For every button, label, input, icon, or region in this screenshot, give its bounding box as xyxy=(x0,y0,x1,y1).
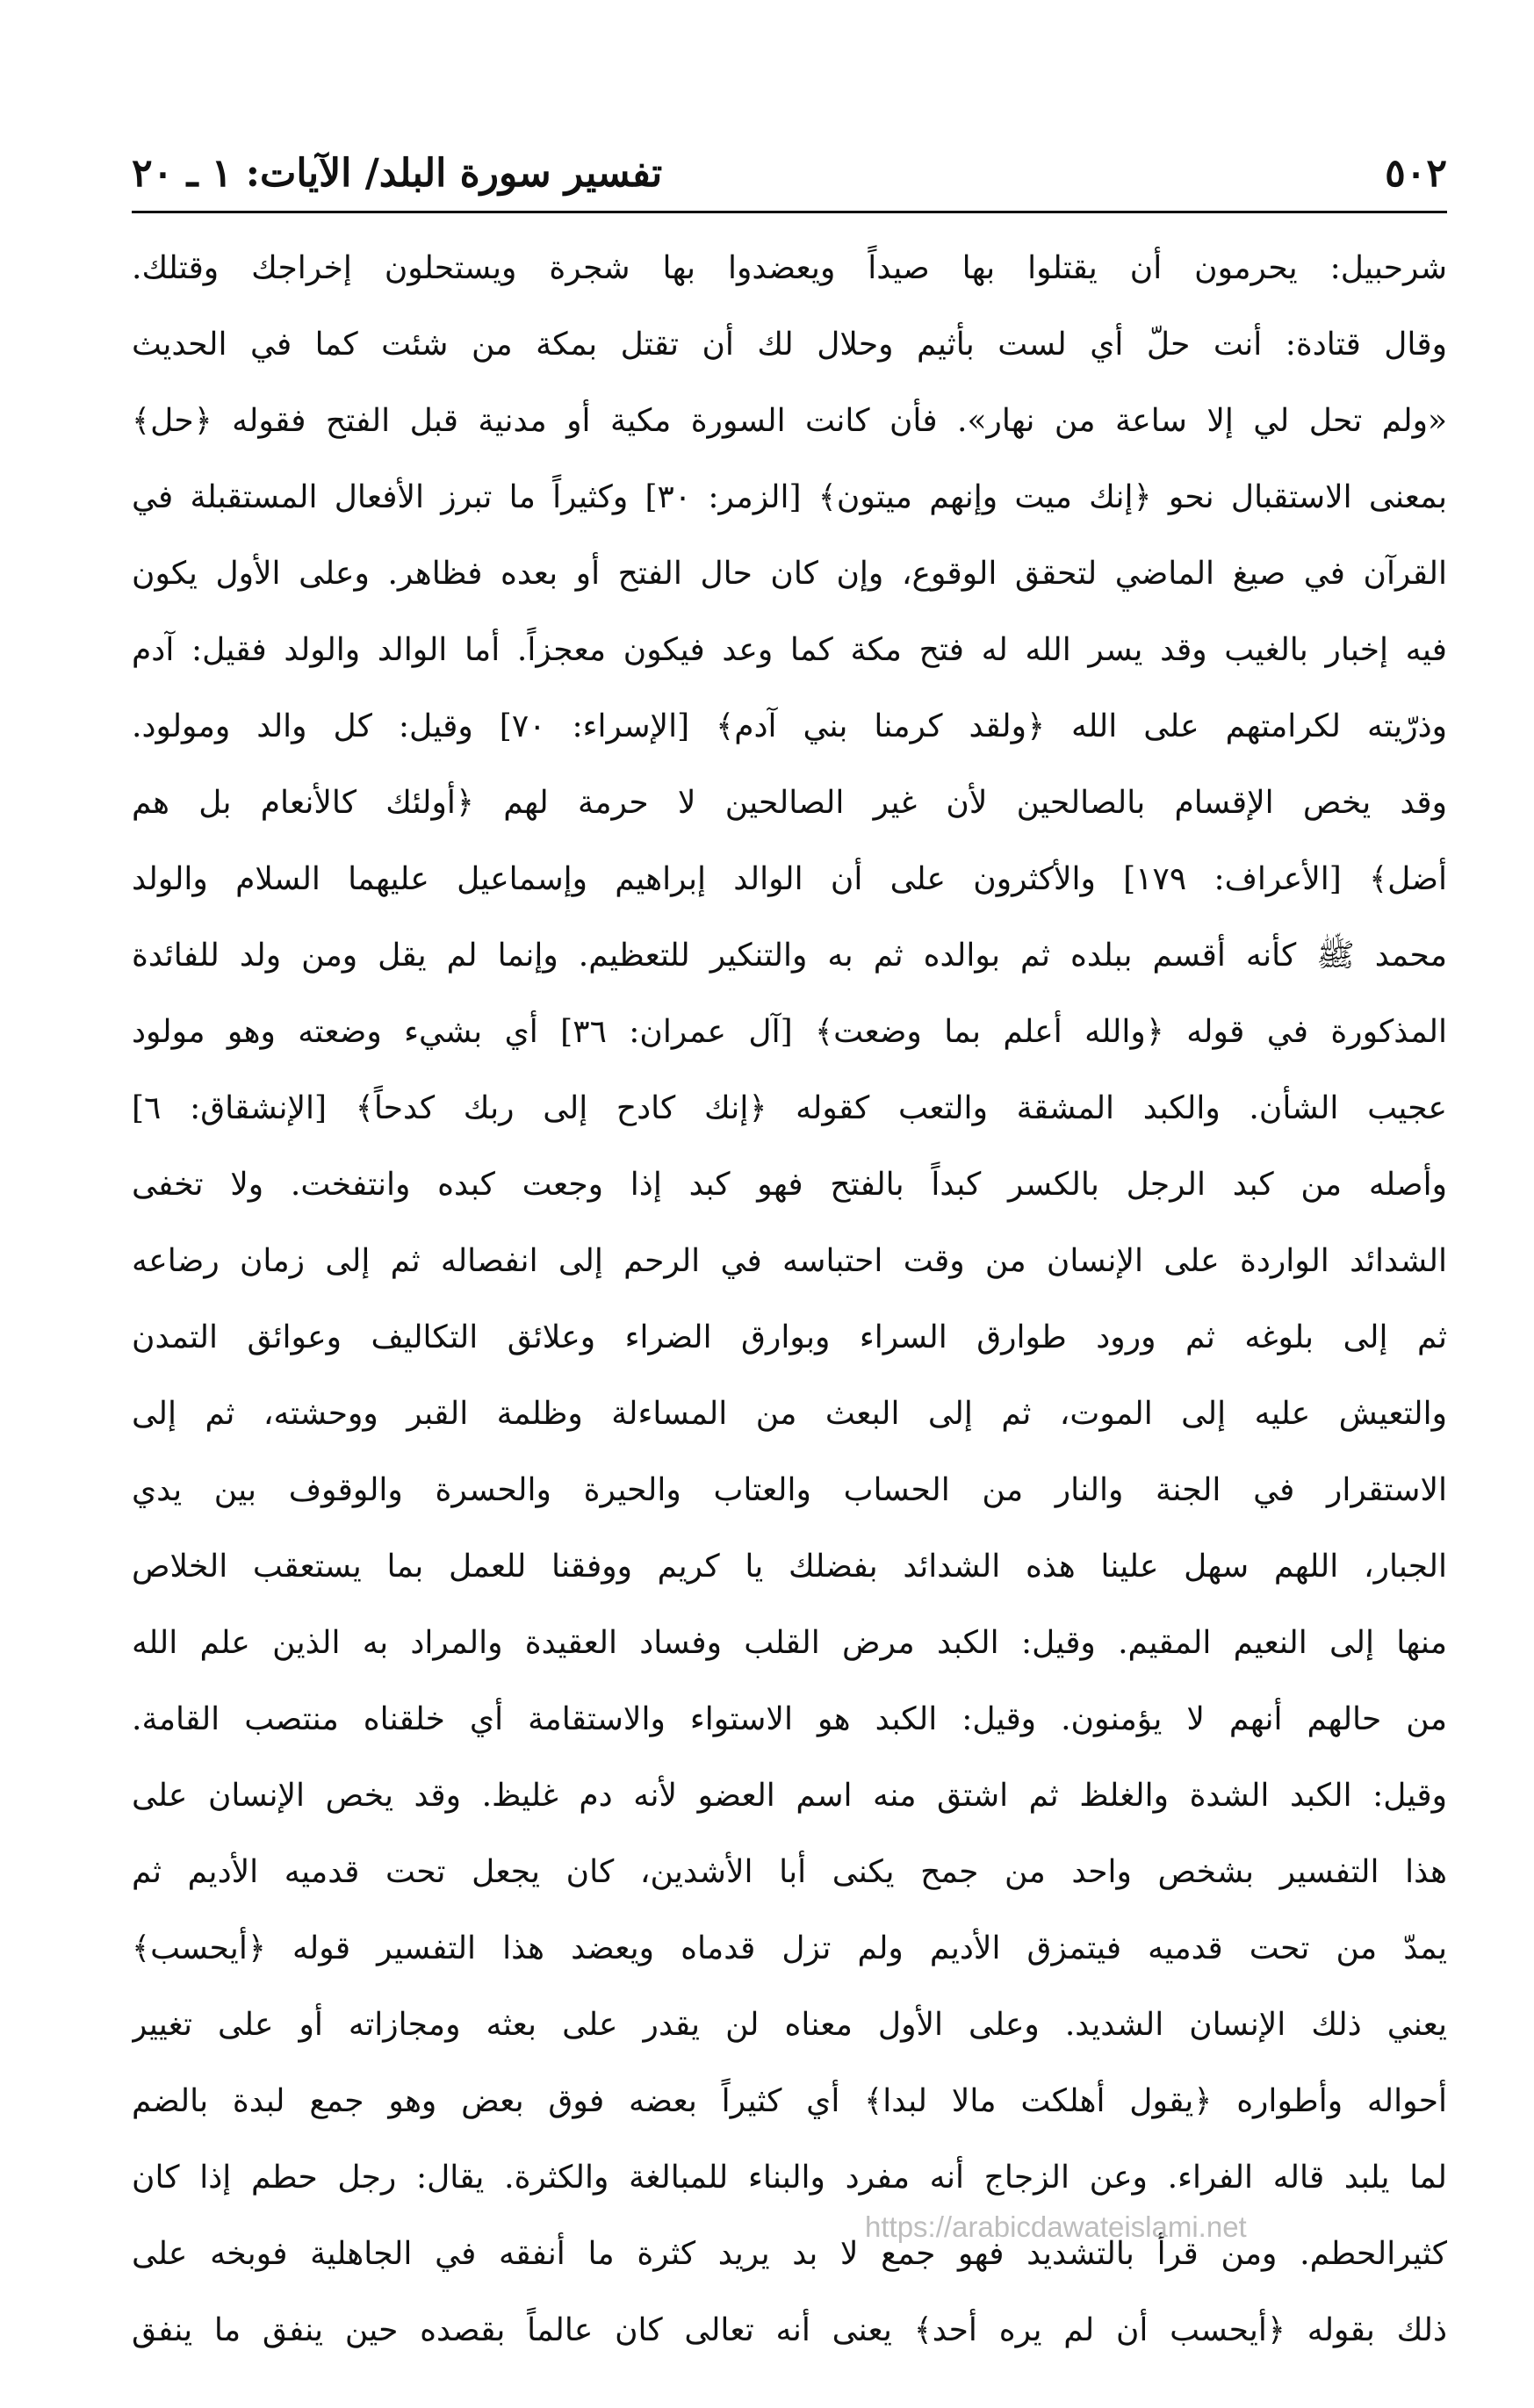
text-line: من حالهم أنهم لا يؤمنون. وقيل: الكبد هو الاستواء والاستقامة أي خلقناه منتصب القامة. xyxy=(132,1701,1447,1737)
text-line: كثيرالحطم. ومن قرأ بالتشديد فهو جمع لا بد يريد كثرة ما أنفقه في الجاهلية فوبخه على xyxy=(132,2236,1447,2272)
text-line: وقد يخص الإقسام بالصالحين لأن غير الصالحين لا حرمة لهم ﴿أولئك كالأنعام بل هم xyxy=(132,785,1447,821)
text-line: شرحبيل: يحرمون أن يقتلوا بها صيداً ويعضدوا بها شجرة ويستحلون إخراجك وقتلك. xyxy=(132,250,1447,286)
text-line: المذكورة في قوله ﴿والله أعلم بما وضعت﴾ [آل عمران: ٣٦] أي بشيء وضعته وهو مولود xyxy=(132,1014,1447,1050)
text-line: محمد ﷺ كأنه أقسم ببلده ثم بوالده ثم به والتنكير للتعظيم. وإنما لم يقل ومن ولد للفائدة xyxy=(132,938,1447,974)
text-line: «ولم تحل لي إلا ساعة من نهار». فأن كانت السورة مكية أو مدنية قبل الفتح فقوله ﴿حل﴾ xyxy=(132,403,1447,439)
text-line: وقال قتادة: أنت حلّ أي لست بأثيم وحلال لك أن تقتل بمكة من شئت كما في الحديث xyxy=(132,327,1447,363)
text-line: القرآن في صيغ الماضي لتحقق الوقوع، وإن كان حال الفتح أو بعده فظاهر. وعلى الأول يكون xyxy=(132,556,1447,592)
text-line: عجيب الشأن. والكبد المشقة والتعب كقوله ﴿إنك كادح إلى ربك كدحاً﴾ [الإنشقاق: ٦] xyxy=(132,1090,1447,1126)
body-text xyxy=(132,230,1447,2368)
text-line: ذلك بقوله ﴿أيحسب أن لم يره أحد﴾ يعنى أنه تعالى كان عالماً بقصده حين ينفق ما ينفق xyxy=(132,2312,1447,2348)
watermark-url: https://arabicdawateislami.net xyxy=(865,2210,1247,2243)
text-line: الشدائد الواردة على الإنسان من وقت احتباسه في الرحم إلى انفصاله ثم إلى زمان رضاعه xyxy=(132,1243,1447,1279)
text-line: أضل﴾ [الأعراف: ١٧٩] والأكثرون على أن الوالد إبراهيم وإسماعيل عليهما السلام والولد xyxy=(132,861,1447,897)
page-header xyxy=(132,147,1447,200)
text-line: والتعيش عليه إلى الموت، ثم إلى البعث من المساءلة وظلمة القبر ووحشته، ثم إلى xyxy=(132,1396,1447,1432)
text-line: بمعنى الاستقبال نحو ﴿إنك ميت وإنهم ميتون﴾ [الزمر: ٣٠] وكثيراً ما تبرز الأفعال المستقبلة في xyxy=(132,479,1447,515)
header-rule xyxy=(132,211,1447,213)
running-title: تفسير سورة البلد/ الآيات: ١ ـ ٢٠ xyxy=(132,151,663,196)
text-line: يمدّ من تحت قدميه فيتمزق الأديم ولم تزل قدماه ويعضد هذا التفسير قوله ﴿أيحسب﴾ xyxy=(132,1930,1447,1966)
text-line: يعني ذلك الإنسان الشديد. وعلى الأول معناه لن يقدر على بعثه ومجازاته أو على تغيير xyxy=(132,2007,1447,2043)
text-line: فيه إخبار بالغيب وقد يسر الله له فتح مكة كما وعد فيكون معجزاً. أما الوالد والولد فقيل: آدم xyxy=(132,632,1447,668)
text-line: الجبار، اللهم سهل علينا هذه الشدائد بفضلك يا كريم ووفقنا للعمل بما يستعقب الخلاص xyxy=(132,1549,1447,1585)
text-line: وأصله من كبد الرجل بالكسر كبداً بالفتح فهو كبد إذا وجعت كبده وانتفخت. ولا تخفى xyxy=(132,1167,1447,1203)
text-line: أحواله وأطواره ﴿يقول أهلكت مالا لبدا﴾ أي كثيراً بعضه فوق بعض وهو جمع لبدة بالضم xyxy=(132,2083,1447,2119)
text-line: لما يلبد قاله الفراء. وعن الزجاج أنه مفرد والبناء للمبالغة والكثرة. يقال: رجل حطم إذا كان xyxy=(132,2160,1447,2196)
text-line: ثم إلى بلوغه ثم ورود طوارق السراء وبوارق الضراء وعلائق التكاليف وعوائق التمدن xyxy=(132,1319,1447,1355)
text-line: وقيل: الكبد الشدة والغلظ ثم اشتق منه اسم العضو لأنه دم غليظ. وقد يخص الإنسان على xyxy=(132,1778,1447,1814)
page-number: ٥٠٢ xyxy=(1385,151,1447,196)
text-line: الاستقرار في الجنة والنار من الحساب والعتاب والحيرة والحسرة والوقوف بين يدي xyxy=(132,1472,1447,1508)
text-line: هذا التفسير بشخص واحد من جمح يكنى أبا الأشدين، كان يجعل تحت قدميه الأديم ثم xyxy=(132,1854,1447,1890)
text-line: وذرّيته لكرامتهم على الله ﴿ولقد كرمنا بني آدم﴾ [الإسراء: ٧٠] وقيل: كل والد ومولود. xyxy=(132,708,1447,744)
text-line: منها إلى النعيم المقيم. وقيل: الكبد مرض القلب وفساد العقيدة والمراد به الذين علم الله xyxy=(132,1625,1447,1661)
